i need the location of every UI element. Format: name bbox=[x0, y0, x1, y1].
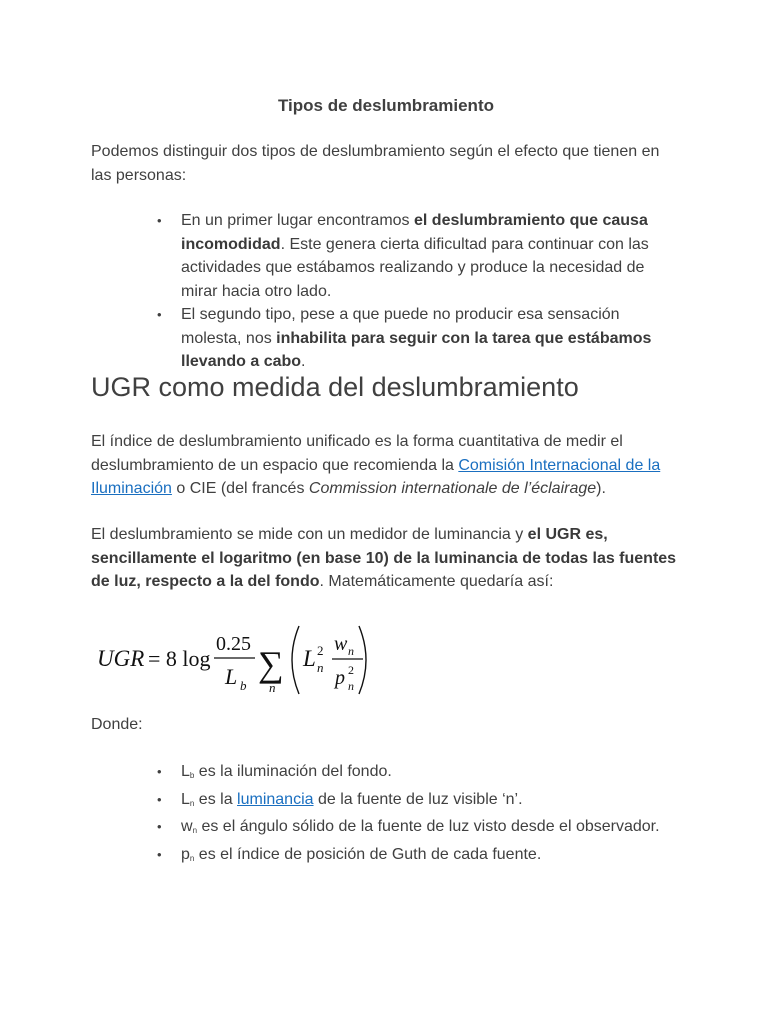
formula-lhs: UGR bbox=[97, 646, 145, 671]
formula-sum-index: n bbox=[269, 680, 276, 695]
ugr-heading: UGR como medida del deslumbramiento bbox=[91, 372, 579, 402]
list-item bbox=[157, 843, 681, 871]
definition-text: de la fuente de luz visible ‘n’. bbox=[313, 790, 523, 808]
left-paren-icon bbox=[292, 626, 299, 694]
formula-p-sup: 2 bbox=[348, 663, 354, 677]
formula-numerator: 0.25 bbox=[216, 633, 251, 655]
definition-symbol-sub: n bbox=[189, 853, 195, 863]
definition-symbol: w bbox=[181, 818, 193, 835]
definition-symbol-sub: n bbox=[192, 826, 198, 835]
formula-p-sub: n bbox=[348, 679, 354, 693]
list-item-bold: el deslumbramiento que causa incomodidad bbox=[181, 212, 648, 253]
definitions-list bbox=[157, 760, 681, 870]
list-item bbox=[157, 815, 681, 843]
ugr-definition-paragraph bbox=[91, 430, 681, 501]
bullet-icon: • bbox=[157, 307, 162, 322]
bullet-icon: • bbox=[157, 846, 162, 862]
definition-text: es la iluminación del fondo. bbox=[194, 763, 392, 780]
list-item-bold: inhabilita para seguir con la tarea que estábamos llevando a cabo bbox=[181, 329, 652, 370]
paragraph-text: . Matemáticamente quedaría así: bbox=[319, 573, 554, 590]
formula-L-sup: 2 bbox=[317, 643, 324, 658]
formula-w-sub: n bbox=[348, 644, 354, 658]
right-paren-icon bbox=[359, 626, 366, 694]
formula-L-sub: n bbox=[317, 660, 324, 675]
sum-icon: ∑ bbox=[258, 644, 284, 684]
where-label: Donde: bbox=[91, 716, 143, 733]
list-item-text: En un primer lugar encontramos bbox=[181, 212, 414, 229]
paragraph-text: ). bbox=[596, 480, 606, 497]
bullet-icon: • bbox=[157, 764, 162, 779]
definition-text: es el índice de posición de Guth de cada fuente. bbox=[194, 845, 542, 863]
list-item bbox=[157, 303, 681, 374]
formula-p: p bbox=[335, 667, 345, 689]
definition-symbol: L bbox=[181, 763, 190, 780]
formula-L: L bbox=[303, 646, 316, 671]
formula-denominator: L bbox=[225, 664, 238, 689]
section-title: Tipos de deslumbramiento bbox=[277, 96, 494, 115]
ugr-measure-paragraph bbox=[91, 523, 681, 594]
paragraph-text: o CIE (del francés bbox=[171, 480, 309, 497]
paragraph-text: El índice de deslumbramiento unificado es la forma cuantitativa de medir el deslumbramiento de un espacio que recomienda la bbox=[91, 433, 623, 474]
paragraph-bold: el UGR es, sencillamente el logaritmo (en base 10) de la luminancia de todas las fuentes de luz, respecto a la del fondo bbox=[91, 526, 677, 590]
luminancia-link[interactable]: luminancia bbox=[237, 790, 314, 808]
formula-denominator-sub: b bbox=[240, 678, 247, 693]
definition-symbol-sub: n bbox=[189, 798, 195, 808]
paragraph-text: El deslumbramiento se mide con un medidor de luminancia y bbox=[91, 526, 528, 543]
glare-types-list bbox=[157, 209, 681, 374]
formula-w: w bbox=[334, 633, 348, 655]
bullet-icon: • bbox=[157, 213, 162, 228]
definition-symbol: L bbox=[181, 790, 190, 808]
definition-symbol-sub: b bbox=[189, 771, 195, 780]
intro-paragraph: Podemos distinguir dos tipos de deslumbramiento según el efecto que tienen en las personas: bbox=[91, 143, 660, 184]
list-item bbox=[157, 760, 681, 788]
list-item-text: . Este genera cierta dificultad para continuar con las actividades que estábamos realizando y produce la necesidad de mirar hacia otro lado. bbox=[181, 235, 649, 300]
ugr-formula bbox=[91, 620, 391, 700]
definition-symbol: p bbox=[181, 845, 190, 863]
list-item bbox=[157, 209, 681, 303]
list-item-text: . bbox=[301, 353, 306, 370]
bullet-icon: • bbox=[157, 791, 162, 807]
definition-text: es la bbox=[194, 790, 238, 808]
bullet-icon: • bbox=[157, 819, 162, 834]
list-item-text: El segundo tipo, pese a que puede no producir esa sensación molesta, nos bbox=[181, 306, 620, 347]
list-item bbox=[157, 788, 681, 816]
formula-equals-log: = 8 log bbox=[148, 646, 211, 671]
cie-link[interactable]: Comisión Internacional de la Iluminación bbox=[91, 456, 661, 497]
definition-text: es el ángulo sólido de la fuente de luz visto desde el observador. bbox=[197, 818, 660, 835]
paragraph-italic: Commission internationale de l’éclairage bbox=[308, 480, 597, 497]
